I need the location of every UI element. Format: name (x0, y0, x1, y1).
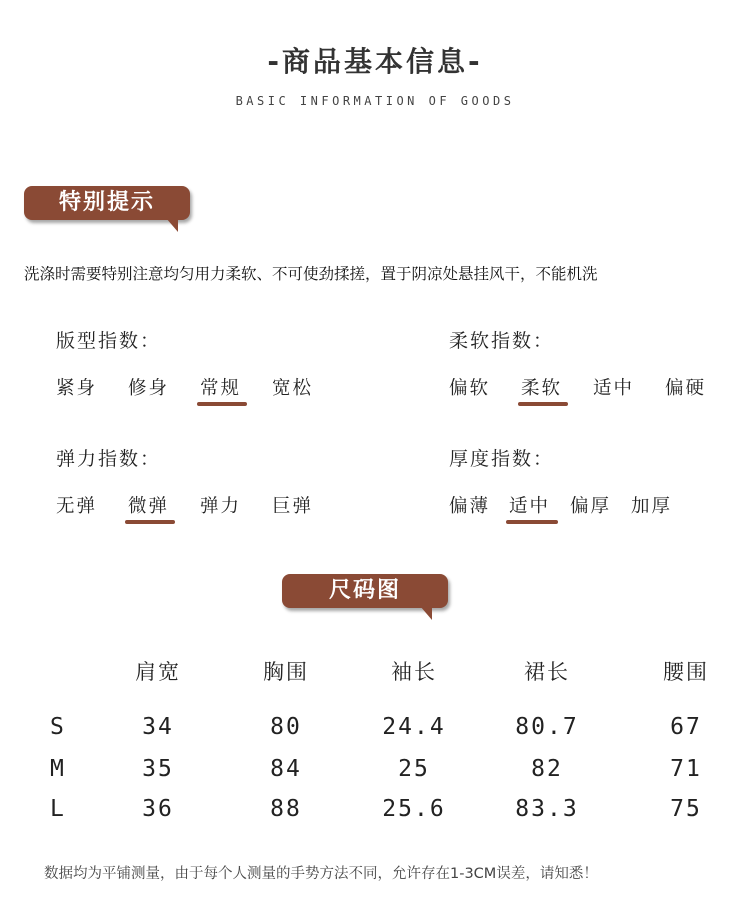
softness-option: 适中 (593, 378, 635, 399)
size-row-label: L (50, 796, 64, 822)
size-table-cell: 67 (670, 714, 702, 740)
elasticity-option-selected: 微弹 (128, 496, 170, 517)
elasticity-option: 巨弹 (272, 496, 314, 517)
measurement-note: 数据均为平铺测量，由于每个人测量的手势方法不同，允许存在1-3CM误差，请知悉！ (44, 866, 598, 882)
size-chart-tag-tail (420, 606, 432, 620)
special-notice-tag-tail (166, 218, 178, 232)
size-table-cell: 84 (270, 756, 302, 782)
size-table-cell: 83.3 (515, 796, 579, 822)
size-table-cell: 80 (270, 714, 302, 740)
size-table-header: 袖长 (391, 660, 437, 684)
size-table-cell: 82 (531, 756, 563, 782)
fit-option: 宽松 (272, 378, 314, 399)
size-chart-tag-label: 尺码图 (328, 578, 401, 603)
page-subtitle: BASIC INFORMATION OF GOODS (235, 94, 515, 108)
thickness-index-title: 厚度指数： (449, 448, 555, 470)
size-table-cell: 35 (142, 756, 174, 782)
size-table-cell: 25 (398, 756, 430, 782)
size-table-header: 裙长 (524, 660, 570, 684)
size-table-header: 腰围 (663, 660, 709, 684)
special-notice-tag-label: 特别提示 (58, 190, 155, 215)
fit-selected-underline (197, 402, 247, 406)
size-table-cell: 80.7 (515, 714, 579, 740)
softness-option: 偏硬 (665, 378, 707, 399)
softness-option: 偏软 (449, 378, 491, 399)
fit-option-selected: 常规 (200, 378, 242, 399)
softness-index-title: 柔软指数： (449, 330, 555, 352)
thickness-option: 加厚 (631, 496, 673, 517)
elasticity-index-title: 弹力指数： (56, 448, 162, 470)
size-row-label: M (50, 756, 64, 782)
special-notice-text: 洗涤时需要特别注意均匀用力柔软、不可使劲揉搓，置于阴凉处悬挂风干，不能机洗 (24, 265, 598, 283)
fit-index-title: 版型指数： (56, 330, 162, 352)
size-table-header: 肩宽 (135, 660, 181, 684)
size-table-cell: 75 (670, 796, 702, 822)
thickness-option-selected: 适中 (509, 496, 551, 517)
size-table-cell: 25.6 (382, 796, 446, 822)
page-title: -商品基本信息- (267, 45, 483, 78)
size-table-cell: 71 (670, 756, 702, 782)
size-table-cell: 36 (142, 796, 174, 822)
size-chart-tag (282, 574, 448, 608)
fit-option: 紧身 (56, 378, 98, 399)
softness-selected-underline (518, 402, 568, 406)
elasticity-option: 无弹 (56, 496, 98, 517)
size-table-header: 胸围 (263, 660, 309, 684)
thickness-option: 偏薄 (449, 496, 491, 517)
special-notice-tag (24, 186, 190, 220)
size-row-label: S (50, 714, 64, 740)
softness-option-selected: 柔软 (521, 378, 563, 399)
size-table-cell: 88 (270, 796, 302, 822)
fit-option: 修身 (128, 378, 170, 399)
elasticity-option: 弹力 (200, 496, 242, 517)
thickness-selected-underline (506, 520, 558, 524)
size-table-cell: 34 (142, 714, 174, 740)
thickness-option: 偏厚 (570, 496, 612, 517)
size-table-cell: 24.4 (382, 714, 446, 740)
elasticity-selected-underline (125, 520, 175, 524)
